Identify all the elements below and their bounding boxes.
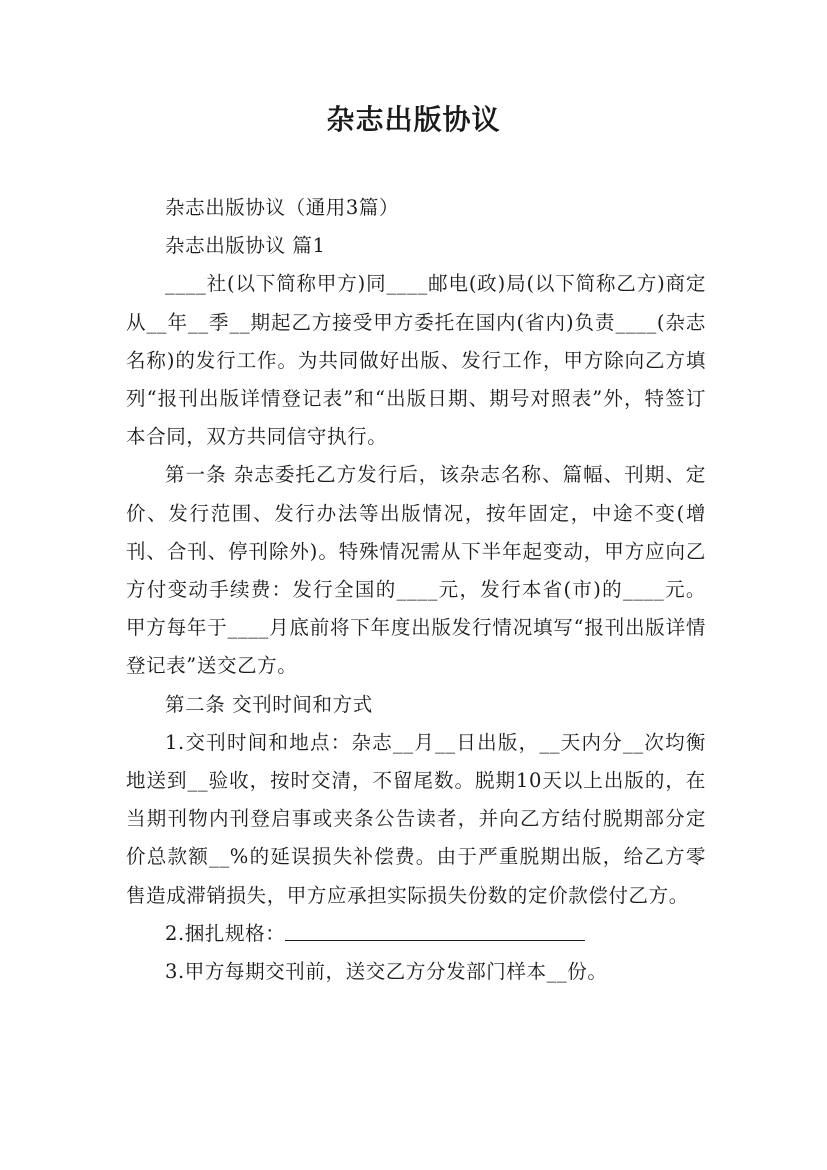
item-2-paragraph [126, 915, 706, 953]
part-heading: 杂志出版协议 篇1 [165, 234, 326, 258]
intro-paragraph: ____社(以下简称甲方)同____邮电(政)局(以下简称乙方)商定从__年__季__期起乙方接受甲方委托在国内(省内)负责____(杂志名称)的发行工作。为共同做好出版、发行工作，甲方除向乙方填列“报刊出版详情登记表”和“出版日期、期号对照表”外，特签订本合同，双方共同信守执行。 [126, 272, 706, 449]
item-2-label: 2.捆扎规格： [165, 921, 286, 945]
item-3-paragraph: 3.甲方每期交刊前，送交乙方分发部门样本__份。 [165, 960, 608, 984]
article-2-heading: 第二条 交刊时间和方式 [165, 692, 373, 716]
document-title: 杂志出版协议 [326, 103, 501, 136]
blank-line [285, 921, 585, 942]
document-body [126, 189, 706, 991]
article-1-paragraph: 第一条 杂志委托乙方发行后，该杂志名称、篇幅、刊期、定价、发行范围、发行办法等出版情况，按年固定，中途不变(增刊、合刊、停刊除外)。特殊情况需从下半年起变动，甲方应向乙方付变动手续费：发行全国的____元，发行本省(市)的____元。甲方每年于____月底前将下年度出版发行情况填写“报刊出版详情登记表”送交乙方。 [126, 463, 706, 678]
item-1-paragraph: 1.交刊时间和地点：杂志__月__日出版，__天内分__次均衡地送到__验收，按时交清，不留尾数。脱期10天以上出版的，在当期刊物内刊登启事或夹条公告读者，并向乙方结付脱期部分定价总款额__%的延误损失补偿费。由于严重脱期出版，给乙方零售造成滞销损失，甲方应承担实际损失份数的定价款偿付乙方。 [126, 730, 706, 907]
document-subtitle: 杂志出版协议（通用3篇） [165, 196, 400, 219]
